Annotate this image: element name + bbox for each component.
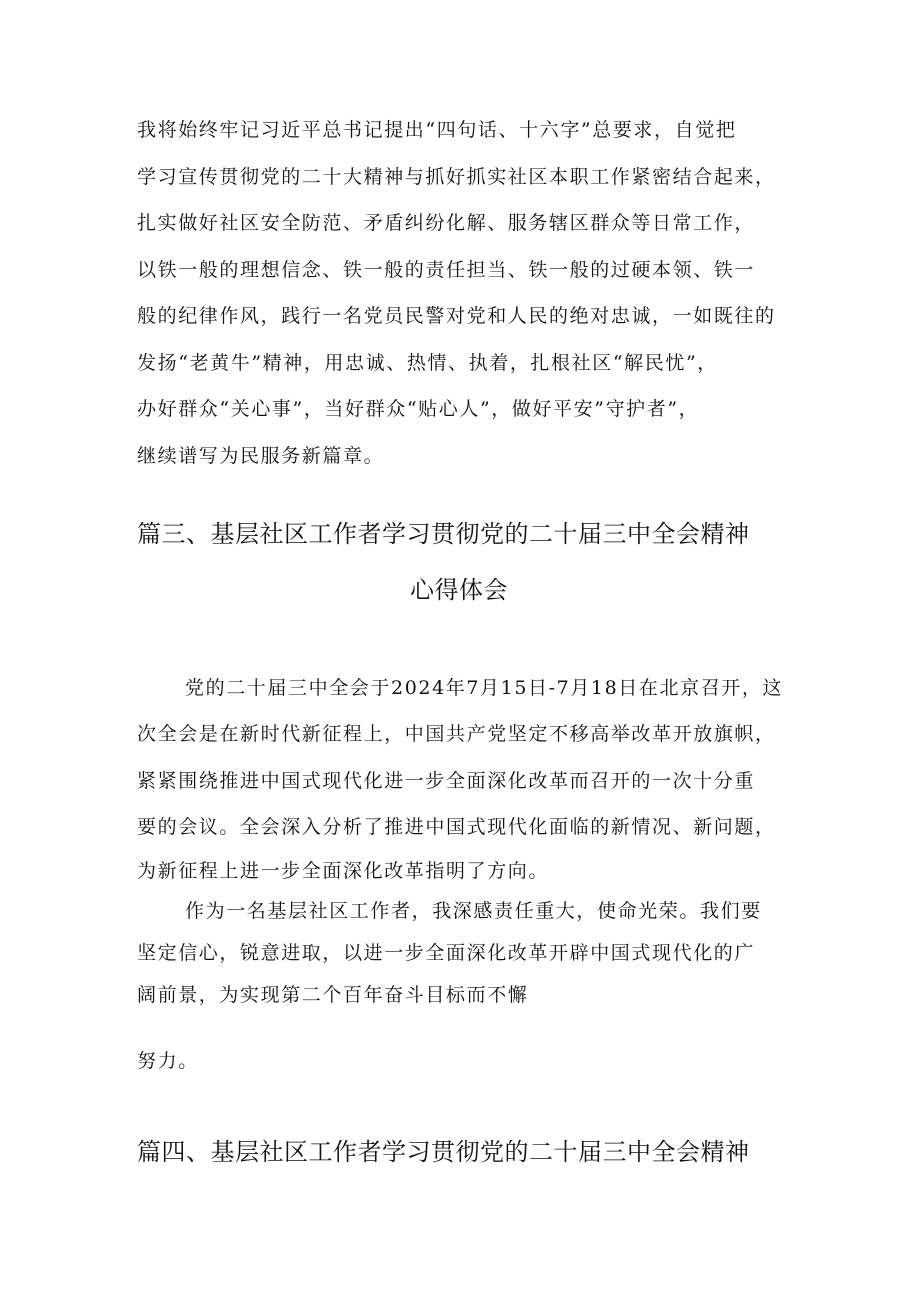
body-text-line: 以铁一般的理想信念、铁一般的责任担当、铁一般的过硬本领、铁一 (137, 259, 756, 281)
body-text-line: 作为一名基层社区工作者，我深感责任重大，使命光荣。我们要 (185, 900, 762, 922)
body-text-line: 为新征程上进一步全面深化改革指明了方向。 (137, 860, 550, 882)
body-text-line: 继续谱写为民服务新篇章。 (137, 445, 385, 467)
body-text-line: 般的纪律作风，践行一名党员民警对党和人民的绝对忠诚，一如既往的 (137, 305, 776, 327)
body-text-line: 坚定信心，锐意进取，以进一步全面深化改革开辟中国式现代化的广 (137, 942, 756, 964)
body-text-line: 发扬“老黄牛”精神，用忠诚、热情、执着，扎根社区“解民忧”， (137, 352, 718, 374)
body-text-line: 学习宣传贯彻党的二十大精神与抓好抓实社区本职工作紧密结合起来， (137, 166, 776, 188)
body-text-line: 办好群众“关心事”，当好群众“贴心人”，做好平安”守护者”， (137, 398, 700, 420)
body-text-line: 阔前景，为实现第二个百年奋斗目标而不懈 (137, 984, 529, 1006)
section-heading: 篇三、基层社区工作者学习贯彻党的二十届三中全会精神 (137, 520, 750, 548)
body-text-line: 扎实做好社区安全防范、矛盾纠纷化解、服务辖区群众等日常工作， (137, 212, 756, 234)
body-text-line: 要的会议。全会深入分析了推进中国式现代化面临的新情况、新问题， (137, 816, 776, 838)
body-text-line: 党的二十届三中全会于2024年7月15日-7月18日在北京召开，这 (185, 677, 784, 699)
section-heading: 篇四、基层社区工作者学习贯彻党的二十届三中全会精神 (137, 1138, 750, 1166)
body-text-line: 紧紧围绕推进中国式现代化进一步全面深化改革而召开的一次十分重 (137, 770, 756, 792)
section-heading-continued: 心得体会 (410, 576, 508, 604)
body-text-line: 我将始终牢记习近平总书记提出“四句话、十六字”总要求，自觉把 (137, 119, 737, 141)
body-text-line: 努力。 (137, 1050, 199, 1072)
body-text-line: 次全会是在新时代新征程上，中国共产党坚定不移高举改革开放旗帜， (137, 723, 776, 745)
